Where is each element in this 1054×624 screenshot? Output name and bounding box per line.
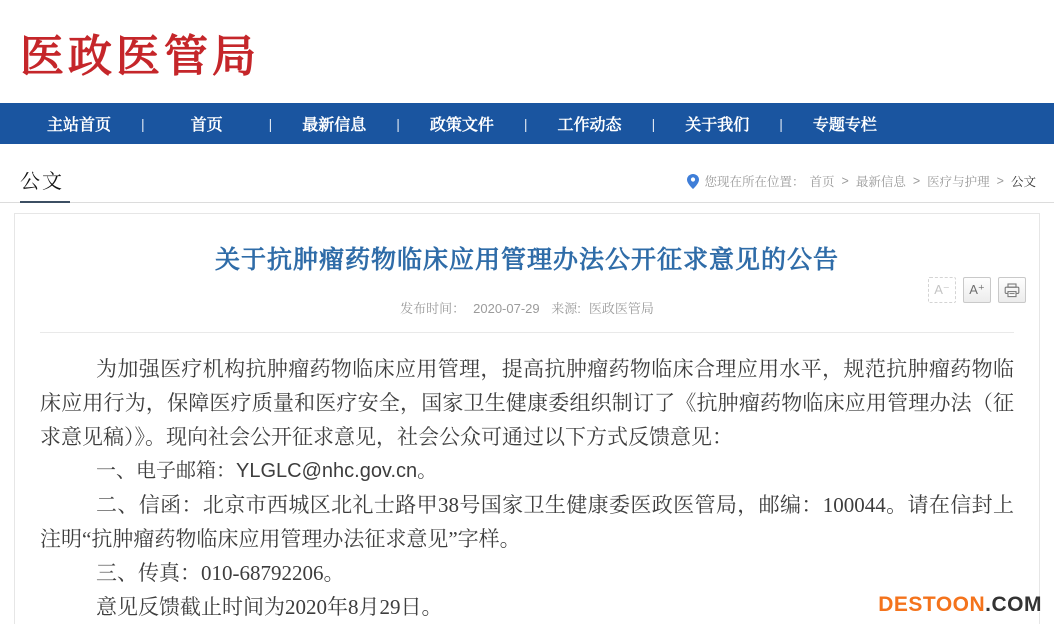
breadcrumb-separator: > xyxy=(841,174,849,188)
meta-divider xyxy=(40,332,1014,333)
breadcrumb-separator: > xyxy=(996,174,1004,188)
publish-time-value: 2020-07-29 xyxy=(473,301,540,316)
breadcrumb-bar xyxy=(0,144,1054,203)
nav-item-work-updates[interactable]: 工作动态 xyxy=(557,117,622,134)
article-body xyxy=(40,352,1014,624)
source-label: 来源: xyxy=(551,301,581,316)
source-value: 医政医管局 xyxy=(588,301,654,316)
font-decrease-button[interactable]: A⁻ xyxy=(928,277,956,303)
nav-separator: | xyxy=(396,115,400,132)
breadcrumb-link-latest-news[interactable]: 最新信息 xyxy=(855,175,906,189)
nav-item-about-us[interactable]: 关于我们 xyxy=(685,117,750,134)
nav-separator: | xyxy=(268,115,273,132)
site-header xyxy=(0,0,1054,103)
paragraph-mail-address: 二、信函：北京市西城区北礼士路甲38号国家卫生健康委医政医管局，邮编：100044。请在信封上注明“抗肿瘤药物临床应用管理办法征求意见”字样。 xyxy=(40,493,1014,551)
nav-item-special-columns[interactable]: 专题专栏 xyxy=(812,117,877,134)
breadcrumb-label: 您现在所在位置： xyxy=(704,175,805,189)
watermark xyxy=(878,593,1042,617)
breadcrumb-separator: > xyxy=(912,174,921,188)
watermark-brand: DESTOON xyxy=(878,593,986,616)
watermark-suffix: .COM xyxy=(985,593,1042,616)
breadcrumb xyxy=(687,172,1036,190)
location-pin-icon xyxy=(687,174,699,189)
article-toolbar xyxy=(928,277,1026,303)
paragraph-deadline: 意见反馈截止时间为2020年8月29日。 xyxy=(96,595,443,619)
nav-item-latest-news[interactable]: 最新信息 xyxy=(302,117,367,134)
nav-item-home[interactable]: 首页 xyxy=(190,117,223,134)
article-title: 关于抗肿瘤药物临床应用管理办法公开征求意见的公告 xyxy=(214,246,839,274)
nav-separator: | xyxy=(141,115,145,132)
nav-item-policy-documents[interactable]: 政策文件 xyxy=(429,117,494,134)
nav-separator: | xyxy=(779,115,783,132)
paragraph-fax: 三、传真：010-68792206。 xyxy=(96,561,345,585)
nav-separator: | xyxy=(523,115,528,132)
font-increase-button[interactable]: A⁺ xyxy=(963,277,991,303)
print-button[interactable] xyxy=(998,277,1026,303)
publish-time-label: 发布时间： xyxy=(400,301,466,316)
paragraph: 为加强医疗机构抗肿瘤药物临床应用管理，提高抗肿瘤药物临床合理应用水平，规范抗肿瘤药物临床应用行为，保障医疗质量和医疗安全，国家卫生健康委组织制订了《抗肿瘤药物临床应用管理办法（征求意见稿）》。现向社会公开征求意见，社会公众可通过以下方式反馈意见： xyxy=(40,357,1014,449)
nav-bar xyxy=(0,103,1054,144)
site-logo-text[interactable]: 医政医管局 xyxy=(20,31,260,81)
article-meta xyxy=(40,298,1014,317)
article-container xyxy=(14,213,1040,624)
breadcrumb-link-medical-nursing[interactable]: 医疗与护理 xyxy=(927,175,990,189)
section-title: 公文 xyxy=(20,165,70,203)
paragraph-email: 一、电子邮箱：YLGLC@nhc.gov.cn。 xyxy=(96,460,438,482)
breadcrumb-link-home[interactable]: 首页 xyxy=(809,175,835,189)
breadcrumb-current: 公文 xyxy=(1010,175,1036,189)
print-icon xyxy=(1004,283,1020,298)
nav-item-main-home[interactable]: 主站首页 xyxy=(46,117,111,134)
nav-separator: | xyxy=(651,115,656,132)
